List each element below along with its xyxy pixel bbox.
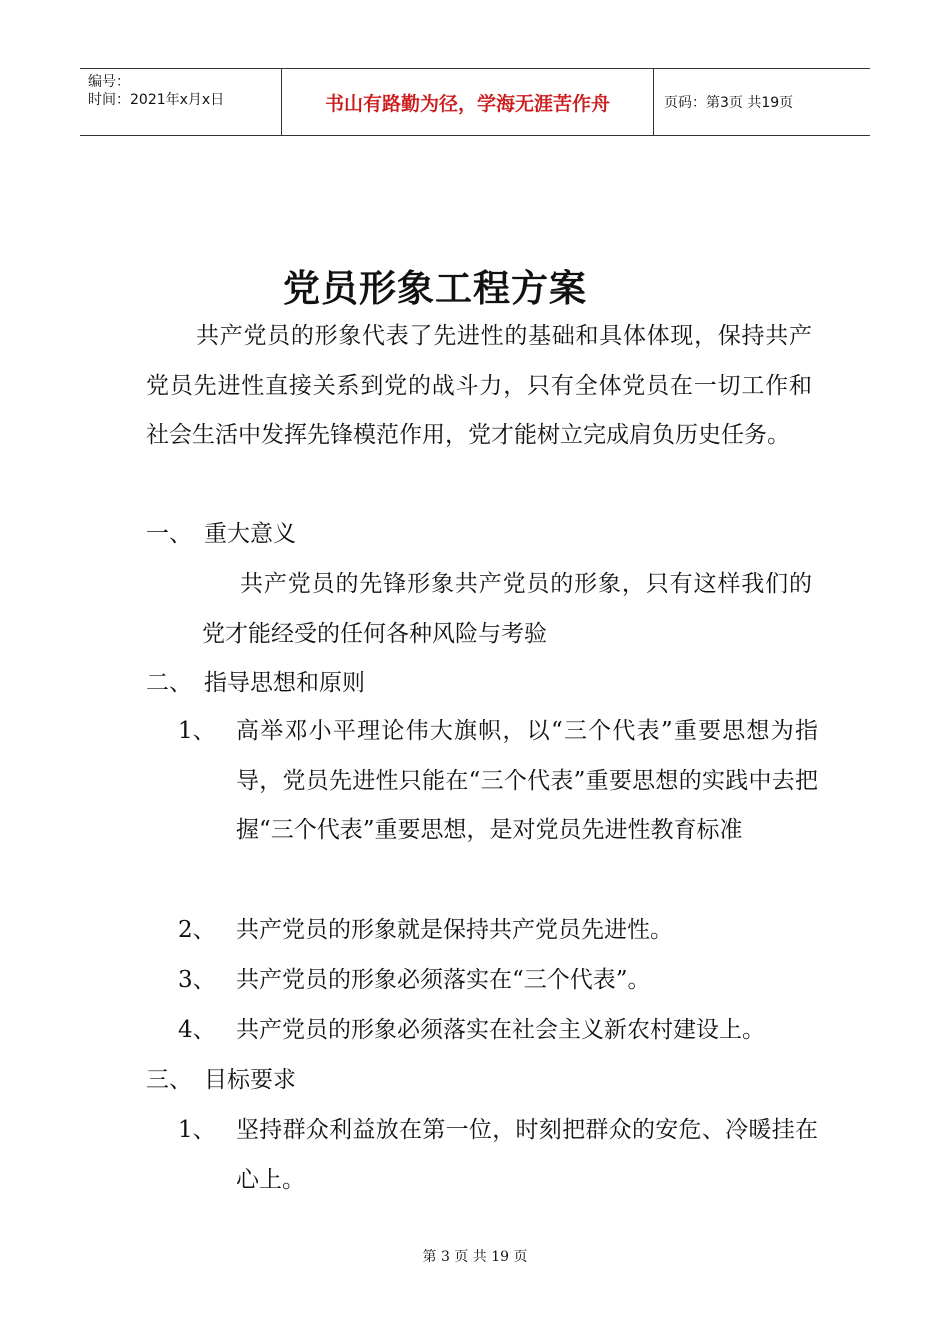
section-heading-3 — [146, 1056, 296, 1106]
number-label: 编号： — [88, 74, 130, 90]
list-item-number: 3、 — [178, 967, 216, 993]
header-page-info: 页码：第3页 共19页 — [664, 95, 794, 111]
list-item-text: 坚持群众利益放在第一位，时刻把群众的安危、冷暖挂在心上。 — [236, 1117, 818, 1193]
header-motto: 书山有路勤为径，学海无涯苦作舟 — [282, 69, 654, 135]
section-title: 指导思想和原则 — [204, 670, 365, 696]
header-meta — [80, 69, 282, 135]
list-item-number: 2、 — [178, 917, 216, 943]
section-title: 目标要求 — [204, 1067, 296, 1093]
document-title: 党员形象工程方案 — [283, 266, 587, 310]
intro-paragraph: 共产党员的形象代表了先进性的基础和具体体现，保持共产党员先进性直接关系到党的战斗力，只有全体党员在一切工作和社会生活中发挥先锋模范作用，党才能树立完成肩负历史任务。 — [146, 323, 812, 448]
list-item-text: 共产党员的形象必须落实在“三个代表”。 — [236, 967, 651, 993]
section-number: 二、 — [146, 670, 192, 696]
list-item — [178, 956, 818, 1006]
page-footer: 第 3 页 共 19 页 — [422, 1249, 528, 1265]
time-label: 时间：2021年x月x日 — [88, 92, 225, 108]
list-item-text: 高举邓小平理论伟大旗帜，以“三个代表”重要思想为指导，党员先进性只能在“三个代表”重要思想的实践中去把握“三个代表”重要思想，是对党员先进性教育标准 — [236, 718, 818, 843]
list-item-text: 共产党员的形象就是保持共产党员先进性。 — [236, 917, 673, 943]
section-heading-2 — [146, 659, 365, 709]
list-item-number: 1、 — [178, 718, 216, 744]
list-item-number: 4、 — [178, 1017, 216, 1043]
list-item — [178, 1106, 818, 1205]
list-item — [178, 1006, 818, 1056]
section-number: 一、 — [146, 521, 192, 547]
section-1-body: 共产党员的先锋形象共产党员的形象，只有这样我们的党才能经受的任何各种风险与考验 — [202, 571, 812, 647]
list-item — [178, 707, 818, 856]
section-title: 重大意义 — [204, 521, 296, 547]
list-item — [178, 906, 818, 956]
section-heading-1 — [146, 510, 296, 560]
section-number: 三、 — [146, 1067, 192, 1093]
page-header — [80, 68, 870, 136]
list-item-text: 共产党员的形象必须落实在社会主义新农村建设上。 — [236, 1017, 765, 1043]
list-item-number: 1、 — [178, 1117, 216, 1143]
